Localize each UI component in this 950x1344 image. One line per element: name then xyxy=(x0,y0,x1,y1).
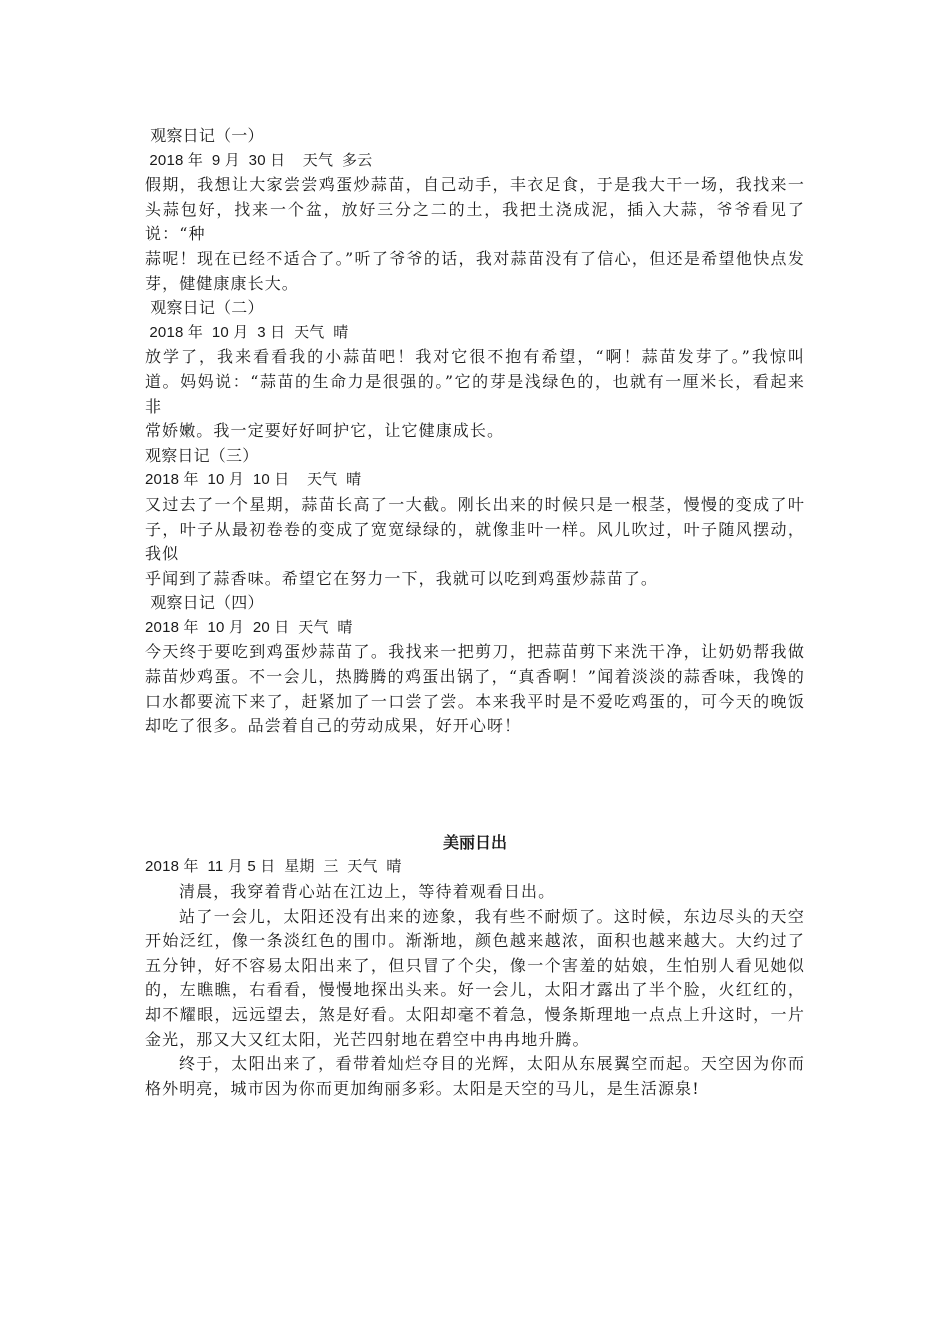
diary-paragraph: 又过去了一个星期，蒜苗长高了一大截。刚长出来的时候只是一根茎，慢慢的变成了叶子，叶子从最初卷卷的变成了宽宽绿绿的，就像韭叶一样。风儿吹过，叶子随风摆动，我似 xyxy=(145,494,805,564)
essay-paragraph: 清晨，我穿着背心站在江边上，等待着观看日出。 xyxy=(179,882,556,902)
diary-heading: 观察日记（二） xyxy=(145,298,264,318)
diary-paragraph: 放学了，我来看看我的小蒜苗吧！我对它很不抱有希望，“啊！蒜苗发芽了。”我惊叫道。妈妈说：“蒜苗的生命力是很强的。”它的芽是浅绿色的，也就有一厘米长，看起来非 xyxy=(145,347,805,416)
diary-paragraph: 今天终于要吃到鸡蛋炒蒜苗了。我找来一把剪刀，把蒜苗剪下来洗干净，让奶奶帮我做蒜苗炒鸡蛋。不一会儿，热腾腾的鸡蛋出锅了，“真香啊！”闻着淡淡的蒜香味，我馋的口水都要流下来了，赶紧加了一口尝了尝。本来我平时是不爱吃鸡蛋的，可今天的晚饭却吃了很多。品尝着自己的劳动成果，好开心呀！ xyxy=(145,642,805,736)
diary-paragraph: 乎闻到了蒜香味。希望它在努力一下，我就可以吃到鸡蛋炒蒜苗了。 xyxy=(145,568,659,588)
diary-entry-1 xyxy=(145,124,805,296)
diary-entry-2 xyxy=(145,296,805,444)
diary-date: 2018 年 9 月 30 日 天气 多云 xyxy=(145,151,373,169)
diary-date: 2018 年 10 月 20 日 天气 晴 xyxy=(145,618,353,636)
diary-entry-4 xyxy=(145,591,805,739)
essay-date: 2018 年 11 月 5 日 星期 三 天气 晴 xyxy=(145,858,402,876)
diary-heading: 观察日记（四） xyxy=(145,593,264,613)
essay-title: 美丽日出 xyxy=(442,832,507,852)
diary-entry-3 xyxy=(145,444,805,592)
diary-date: 2018 年 10 月 10 日 天气 晴 xyxy=(145,471,362,489)
diary-paragraph: 假期，我想让大家尝尝鸡蛋炒蒜苗，自己动手，丰衣足食，于是我大干一场，我找来一头蒜包好，找来一个盆，放好三分之二的土，我把土浇成泥，插入大蒜，爷爷看见了说：“种 xyxy=(145,175,805,244)
essay-paragraph: 终于，太阳出来了，看带着灿烂夺目的光辉，太阳从东展翼空而起。天空因为你而格外明亮，城市因为你而更加绚丽多彩。太阳是天空的马儿，是生活源泉! xyxy=(145,1054,805,1098)
essay xyxy=(145,831,805,1102)
section-spacer xyxy=(145,739,805,831)
diary-heading: 观察日记（三） xyxy=(145,445,259,465)
diary-paragraph: 蒜呢！现在已经不适合了。”听了爷爷的话，我对蒜苗没有了信心，但还是希望他快点发芽，健健康康长大。 xyxy=(145,248,805,293)
diary-heading: 观察日记（一） xyxy=(145,126,264,145)
diary-paragraph: 常娇嫩。我一定要好好呵护它，让它健康成长。 xyxy=(145,421,505,441)
document-page xyxy=(145,124,805,1101)
diary-date: 2018 年 10 月 3 日 天气 晴 xyxy=(145,323,349,341)
essay-paragraph: 站了一会儿，太阳还没有出来的迹象，我有些不耐烦了。这时候，东边尽头的天空开始泛红，像一条淡红色的围巾。渐渐地，颜色越来越浓，面积也越来越大。大约过了五分钟，好不容易太阳出来了，但只冒了个尖，像一个害羞的姑娘，生怕别人看见她似的，左瞧瞧，右看看，慢慢地探出头来。好一会儿，太阳才露出了半个脸，火红红的，却不耀眼，远远望去，煞是好看。太阳却毫不着急，慢条斯理地一点点上升这时，一片金光，那又大又红太阳，光芒四射地在碧空中冉冉地升腾。 xyxy=(145,906,805,1049)
